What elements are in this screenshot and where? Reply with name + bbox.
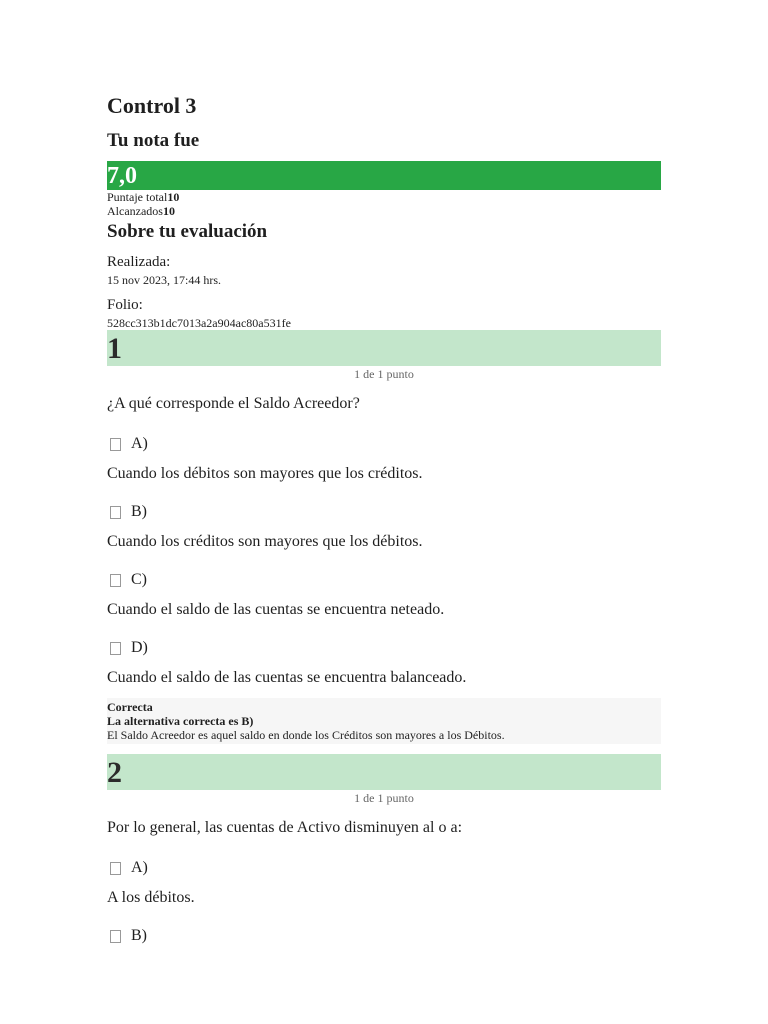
option-letter: B) [131,927,147,944]
total-score [107,190,661,204]
total-score-value: 10 [167,190,180,204]
option-letter: B) [131,503,147,520]
page-title: Control 3 [107,93,197,118]
question-1-text: ¿A qué corresponde el Saldo Acreedor? [107,395,360,412]
checkbox-icon[interactable] [110,506,121,519]
checkbox-icon[interactable] [110,642,121,655]
option-letter: A) [131,435,148,452]
question-1-points: 1 de 1 punto [354,367,414,381]
evaluation-content [107,92,661,946]
question-2-text: Por lo general, las cuentas de Activo disminuyen al o a: [107,819,463,836]
question-1-option-a[interactable] [107,434,661,454]
about-heading: Sobre tu evaluación [107,221,268,242]
done-label: Realizada: [107,254,171,270]
question-1-option-c[interactable] [107,570,661,590]
grade-banner: 7,0 [107,161,661,190]
checkbox-icon[interactable] [110,862,121,875]
question-1-option-b[interactable] [107,502,661,522]
question-1-option-d[interactable] [107,638,661,658]
total-score-label: Puntaje total [107,190,168,204]
question-2-header: 2 [107,754,661,790]
done-value: 15 nov 2023, 17:44 hrs. [107,273,221,287]
question-1-option-a-text: Cuando los débitos son mayores que los créditos. [107,465,423,482]
feedback-answer: La alternativa correcta es B) [107,714,254,728]
question-2-points: 1 de 1 punto [354,791,414,805]
question-2-option-a[interactable] [107,858,661,878]
checkbox-icon[interactable] [110,438,121,451]
feedback-status: Correcta [107,700,153,714]
question-1-option-c-text: Cuando el saldo de las cuentas se encuentra neteado. [107,601,445,618]
option-letter: C) [131,571,147,588]
question-1-feedback [107,698,661,744]
grade-subtitle: Tu nota fue [107,130,200,151]
feedback-explanation: El Saldo Acreedor es aquel saldo en donde los Créditos son mayores a los Débitos. [107,728,505,742]
option-letter: D) [131,639,148,656]
achieved-score-value: 10 [162,204,175,218]
question-2-option-b[interactable] [107,926,661,946]
question-1-header: 1 [107,330,661,366]
question-1-option-b-text: Cuando los créditos son mayores que los débitos. [107,533,423,550]
checkbox-icon[interactable] [110,574,121,587]
checkbox-icon[interactable] [110,930,121,943]
folio-label: Folio: [107,297,143,313]
folio-value: 528cc313b1dc7013a2a904ac80a531fe [107,316,291,330]
option-letter: A) [131,859,148,876]
question-2-option-a-text: A los débitos. [107,889,195,906]
achieved-score-label: Alcanzados [107,204,163,218]
question-1-option-d-text: Cuando el saldo de las cuentas se encuentra balanceado. [107,669,467,686]
achieved-score [107,204,661,218]
